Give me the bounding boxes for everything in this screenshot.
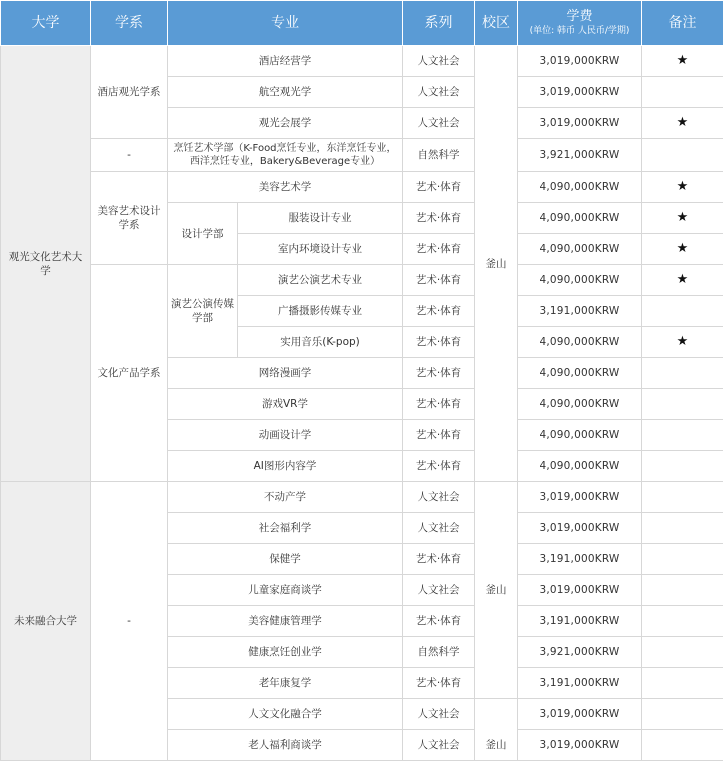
track-cell: 艺术·体育 — [403, 327, 475, 358]
major-cell: 观光会展学 — [168, 108, 403, 139]
fee-cell: 3,019,000KRW — [518, 108, 642, 139]
major-cell: 室内环境设计专业 — [238, 234, 403, 265]
subdepartment-cell: 设计学部 — [168, 203, 238, 265]
fee-cell: 4,090,000KRW — [518, 389, 642, 420]
track-cell: 人文社会 — [403, 575, 475, 606]
track-cell: 人文社会 — [403, 513, 475, 544]
track-cell: 艺术·体育 — [403, 668, 475, 699]
remark-cell — [642, 637, 723, 668]
fee-cell: 3,191,000KRW — [518, 296, 642, 327]
remark-cell — [642, 389, 723, 420]
track-cell: 人文社会 — [403, 108, 475, 139]
major-cell: 网络漫画学 — [168, 358, 403, 389]
remark-cell — [642, 139, 723, 172]
track-cell: 艺术·体育 — [403, 265, 475, 296]
department-cell — [91, 172, 168, 265]
remark-cell — [642, 482, 723, 513]
star-mark: ★ — [642, 327, 723, 358]
major-cell: 不动产学 — [168, 482, 403, 513]
remark-cell — [642, 730, 723, 761]
major-cell: 人文文化融合学 — [168, 699, 403, 730]
subdepartment-name: 演艺公演传媒学部 — [171, 298, 234, 324]
remark-cell — [642, 451, 723, 482]
university-name: 观光文化艺术大学 — [8, 250, 83, 277]
track-cell: 自然科学 — [403, 637, 475, 668]
fee-cell: 4,090,000KRW — [518, 234, 642, 265]
remark-cell — [642, 420, 723, 451]
track-cell: 自然科学 — [403, 139, 475, 172]
fee-cell: 3,921,000KRW — [518, 139, 642, 172]
fee-cell: 4,090,000KRW — [518, 358, 642, 389]
fee-cell: 3,019,000KRW — [518, 575, 642, 606]
fee-cell: 3,019,000KRW — [518, 46, 642, 77]
star-mark: ★ — [642, 46, 723, 77]
university-cell: 未来融合大学 — [1, 482, 91, 761]
track-cell: 人文社会 — [403, 46, 475, 77]
fee-cell: 4,090,000KRW — [518, 265, 642, 296]
department-cell: - — [91, 139, 168, 172]
major-cell — [168, 139, 403, 172]
remark-cell — [642, 575, 723, 606]
major-cell: 演艺公演艺术专业 — [238, 265, 403, 296]
star-mark: ★ — [642, 108, 723, 139]
star-mark: ★ — [642, 265, 723, 296]
remark-cell — [642, 513, 723, 544]
major-cell: 美容健康管理学 — [168, 606, 403, 637]
remark-cell — [642, 668, 723, 699]
track-cell: 艺术·体育 — [403, 389, 475, 420]
major-cell: 航空观光学 — [168, 77, 403, 108]
major-cell: 儿童家庭商谈学 — [168, 575, 403, 606]
star-mark: ★ — [642, 172, 723, 203]
track-cell: 艺术·体育 — [403, 544, 475, 575]
fee-cell: 4,090,000KRW — [518, 420, 642, 451]
header-track: 系列 — [403, 1, 475, 46]
fee-cell: 4,090,000KRW — [518, 451, 642, 482]
major-cell: 健康烹饪创业学 — [168, 637, 403, 668]
remark-cell — [642, 77, 723, 108]
campus-cell: 釜山 — [475, 482, 518, 699]
fee-cell: 3,019,000KRW — [518, 699, 642, 730]
major-cell: 老年康复学 — [168, 668, 403, 699]
header-university: 大学 — [1, 1, 91, 46]
track-cell: 人文社会 — [403, 77, 475, 108]
major-cell: 老人福利商谈学 — [168, 730, 403, 761]
major-cell: 广播摄影传媒专业 — [238, 296, 403, 327]
track-cell: 艺术·体育 — [403, 606, 475, 637]
fee-cell: 3,019,000KRW — [518, 482, 642, 513]
track-cell: 人文社会 — [403, 730, 475, 761]
fee-cell: 3,019,000KRW — [518, 77, 642, 108]
fee-cell: 3,191,000KRW — [518, 544, 642, 575]
header-fee-unit: (单位: 韩币 人民币/学期) — [529, 26, 630, 36]
major-cell: 实用音乐(K-pop) — [238, 327, 403, 358]
remark-cell — [642, 358, 723, 389]
star-mark: ★ — [642, 203, 723, 234]
major-cell: AI图形内容学 — [168, 451, 403, 482]
header-remark: 备注 — [642, 1, 723, 46]
remark-cell — [642, 296, 723, 327]
fee-cell: 3,191,000KRW — [518, 668, 642, 699]
table-row — [1, 265, 723, 296]
track-cell: 艺术·体育 — [403, 420, 475, 451]
remark-cell — [642, 699, 723, 730]
university-cell — [1, 46, 91, 482]
header-campus: 校区 — [475, 1, 518, 46]
department-cell: - — [91, 482, 168, 761]
track-cell: 艺术·体育 — [403, 358, 475, 389]
fee-cell: 3,921,000KRW — [518, 637, 642, 668]
header-department: 学系 — [91, 1, 168, 46]
campus-cell: 釜山 — [475, 46, 518, 482]
track-cell: 人文社会 — [403, 699, 475, 730]
header-major: 专业 — [168, 1, 403, 46]
remark-cell — [642, 544, 723, 575]
fee-cell: 4,090,000KRW — [518, 172, 642, 203]
track-cell: 艺术·体育 — [403, 203, 475, 234]
fee-cell: 3,191,000KRW — [518, 606, 642, 637]
fee-cell: 4,090,000KRW — [518, 327, 642, 358]
major-cell: 服装设计专业 — [238, 203, 403, 234]
major-cell: 游戏VR学 — [168, 389, 403, 420]
track-cell: 艺术·体育 — [403, 234, 475, 265]
track-cell: 艺术·体育 — [403, 451, 475, 482]
table-row — [1, 46, 723, 77]
table-row — [1, 482, 723, 513]
star-mark: ★ — [642, 234, 723, 265]
header-fee-title: 学费 — [566, 9, 593, 24]
track-cell: 艺术·体育 — [403, 172, 475, 203]
track-cell: 艺术·体育 — [403, 296, 475, 327]
major-cell: 酒店经营学 — [168, 46, 403, 77]
header-row — [1, 1, 723, 46]
major-cell: 美容艺术学 — [168, 172, 403, 203]
fee-cell: 3,019,000KRW — [518, 513, 642, 544]
major-cell: 保健学 — [168, 544, 403, 575]
table-row — [1, 172, 723, 203]
table-row — [1, 139, 723, 172]
fee-cell: 3,019,000KRW — [518, 730, 642, 761]
header-fee — [518, 1, 642, 46]
major-text: 烹饪艺术学部（K-Food烹饪专业，东洋烹饪专业，西洋烹饪专业，Bakery&Beverage专业） — [173, 143, 397, 167]
department-cell: 文化产品学系 — [91, 265, 168, 482]
major-cell: 社会福利学 — [168, 513, 403, 544]
track-cell: 人文社会 — [403, 482, 475, 513]
department-name: 美容艺术设计学系 — [97, 205, 161, 231]
major-cell: 动画设计学 — [168, 420, 403, 451]
remark-cell — [642, 606, 723, 637]
campus-cell: 釜山 — [475, 699, 518, 761]
subdepartment-cell — [168, 265, 238, 358]
fee-cell: 4,090,000KRW — [518, 203, 642, 234]
department-cell — [91, 46, 168, 139]
department-name: 酒店观光学系 — [97, 86, 161, 98]
